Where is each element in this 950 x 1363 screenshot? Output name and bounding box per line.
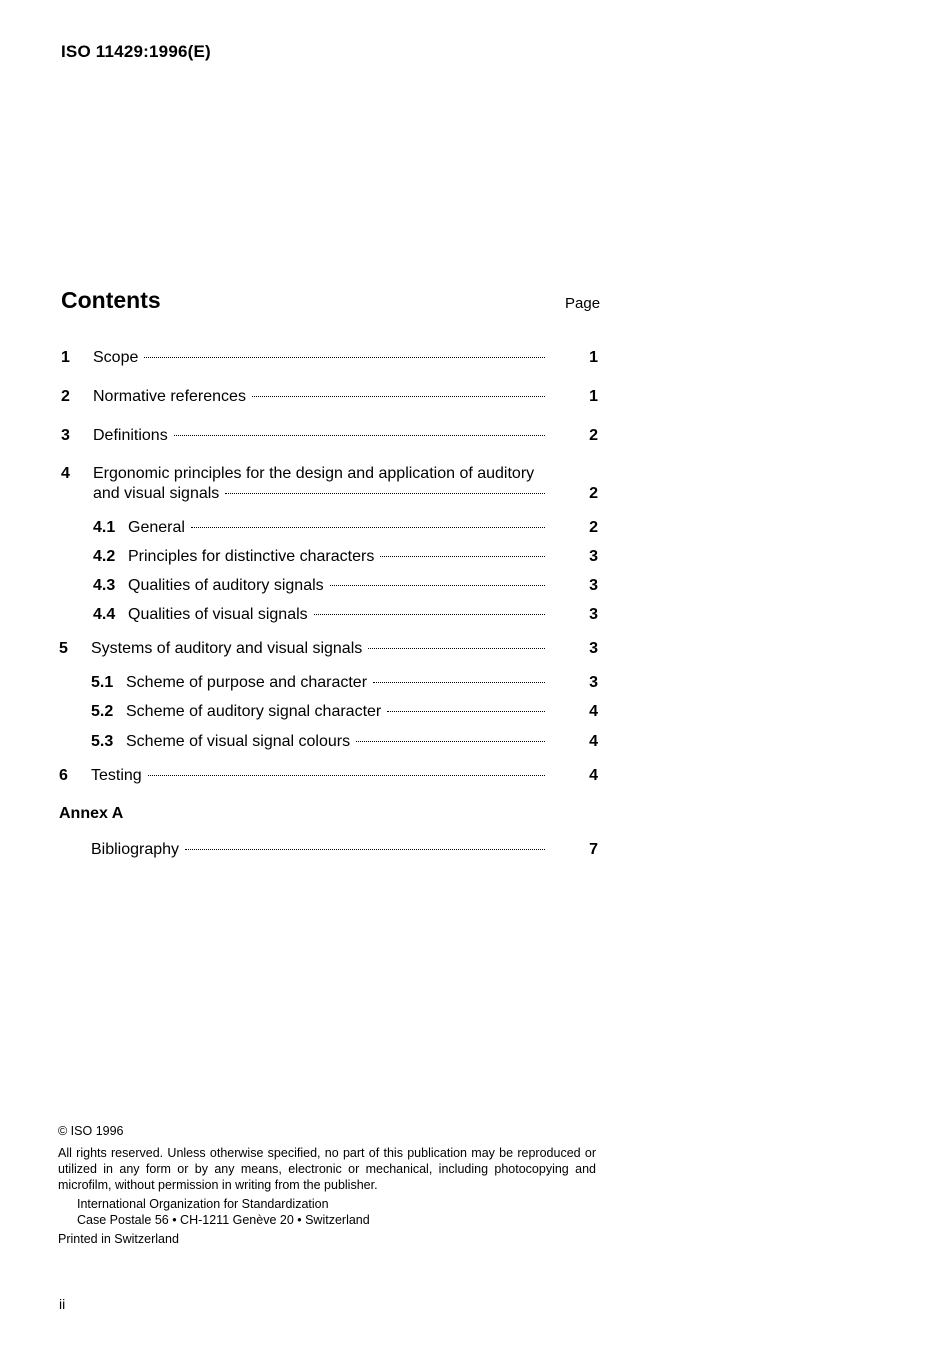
toc-entry-page: 2 xyxy=(589,485,598,502)
toc-entry-number: 1 xyxy=(61,349,70,366)
toc-entry-number: 4.3 xyxy=(93,577,116,594)
dot-leader xyxy=(330,585,545,586)
toc-entry-distinctive-characters[interactable] xyxy=(93,546,601,568)
toc-entry-number: 4 xyxy=(61,465,70,482)
toc-entry-text xyxy=(126,701,545,723)
toc-entry-page: 2 xyxy=(589,427,598,444)
toc-entry-number: 5.3 xyxy=(91,733,114,750)
toc-entry-page: 3 xyxy=(589,606,598,623)
toc-entry-visual-colours[interactable] xyxy=(91,731,601,753)
toc-entry-label: Principles for distinctive characters xyxy=(128,548,375,565)
toc-entry-number: 5.2 xyxy=(91,703,114,720)
toc-entry-number: 5.1 xyxy=(91,674,114,691)
contents-title: Contents xyxy=(61,287,161,313)
organization-block xyxy=(77,1196,370,1228)
toc-entry-page: 1 xyxy=(589,349,598,366)
toc-entry-label: Bibliography xyxy=(91,841,180,858)
toc-entry-text xyxy=(126,731,545,753)
printed-in: Printed in Switzerland xyxy=(58,1232,179,1246)
toc-entry-number: 4.1 xyxy=(93,519,116,536)
dot-leader xyxy=(387,711,545,712)
toc-entry-systems[interactable] xyxy=(59,638,601,660)
toc-entry-text xyxy=(93,483,545,505)
toc-entry-text xyxy=(91,638,545,660)
dot-leader xyxy=(174,435,545,436)
toc-entry-purpose-character[interactable] xyxy=(91,672,601,694)
toc-entry-label: Systems of auditory and visual signals xyxy=(91,640,363,657)
toc-entry-number: 3 xyxy=(61,427,70,444)
dot-leader xyxy=(252,396,545,397)
toc-entry-ergonomic-principles[interactable] xyxy=(61,463,601,507)
page-number: ii xyxy=(59,1296,66,1312)
toc-entry-label: Qualities of auditory signals xyxy=(128,577,324,594)
toc-entry-bibliography[interactable] xyxy=(91,839,601,861)
dot-leader xyxy=(368,648,545,649)
toc-entry-page: 3 xyxy=(589,548,598,565)
toc-entry-number: 2 xyxy=(61,388,70,405)
toc-entry-text xyxy=(93,386,545,408)
toc-entry-text xyxy=(126,672,545,694)
toc-entry-page: 4 xyxy=(589,767,598,784)
toc-entry-text xyxy=(91,839,545,861)
toc-entry-label: and visual signals xyxy=(93,485,220,502)
toc-entry-page: 7 xyxy=(589,841,598,858)
dot-leader xyxy=(380,556,545,557)
dot-leader xyxy=(144,357,545,358)
toc-entry-page: 4 xyxy=(589,733,598,750)
toc-entry-number: 6 xyxy=(59,767,68,784)
toc-entry-auditory-qualities[interactable] xyxy=(93,575,601,597)
toc-entry-text xyxy=(128,604,545,626)
toc-entry-page: 3 xyxy=(589,674,598,691)
toc-entry-general[interactable] xyxy=(93,517,601,539)
toc-entry-label: Testing xyxy=(91,767,142,784)
toc-entry-number: 4.2 xyxy=(93,548,116,565)
toc-entry-label: Normative references xyxy=(93,388,246,405)
toc-entry-page: 4 xyxy=(589,703,598,720)
toc-entry-label: Scheme of visual signal colours xyxy=(126,733,351,750)
toc-entry-text xyxy=(128,517,545,539)
document-id: ISO 11429:1996(E) xyxy=(61,42,211,61)
toc-entry-testing[interactable] xyxy=(59,765,601,787)
toc-entry-label: Scheme of purpose and character xyxy=(126,674,368,691)
toc-entry-label: Qualities of visual signals xyxy=(128,606,308,623)
toc-entry-label: General xyxy=(128,519,185,536)
toc-entry-auditory-character[interactable] xyxy=(91,701,601,723)
toc-entry-page: 2 xyxy=(589,519,598,536)
dot-leader xyxy=(191,527,545,528)
toc-entry-text xyxy=(128,575,545,597)
toc-entry-label: Definitions xyxy=(93,427,168,444)
toc-entry-text xyxy=(128,546,545,568)
dot-leader xyxy=(314,614,545,615)
toc-entry-label: Scope xyxy=(93,349,139,366)
page-column-label: Page xyxy=(565,295,601,312)
toc-entry-definitions[interactable] xyxy=(61,425,601,447)
copyright-line: © ISO 1996 xyxy=(58,1124,124,1138)
toc-entry-page: 3 xyxy=(589,577,598,594)
toc-entry-label-line1: Ergonomic principles for the design and application of auditory xyxy=(93,465,535,482)
toc-entry-number: 5 xyxy=(59,640,68,657)
organization-address: Case Postale 56 • CH-1211 Genève 20 • Switzerland xyxy=(77,1213,370,1227)
dot-leader xyxy=(148,775,545,776)
toc-entry-page: 3 xyxy=(589,640,598,657)
rights-statement: All rights reserved. Unless otherwise specified, no part of this publication may be reproduced or utilized in any form or by any means, electronic or mechanical, including photocopying and microfilm, without permission in writing from the publisher. xyxy=(58,1146,596,1192)
toc-entry-scope[interactable] xyxy=(61,347,601,369)
dot-leader xyxy=(356,741,545,742)
toc-entry-label: Scheme of auditory signal character xyxy=(126,703,382,720)
dot-leader xyxy=(373,682,545,683)
toc-entry-number: 4.4 xyxy=(93,606,116,623)
toc-entry-visual-qualities[interactable] xyxy=(93,604,601,626)
dot-leader xyxy=(225,493,545,494)
annex-title: Annex A xyxy=(59,805,124,822)
organization-name: International Organization for Standardization xyxy=(77,1197,329,1211)
dot-leader xyxy=(185,849,545,850)
toc-entry-page: 1 xyxy=(589,388,598,405)
toc-entry-text xyxy=(93,425,545,447)
toc-entry-text xyxy=(91,765,545,787)
toc-entry-text xyxy=(93,347,545,369)
toc-entry-normative-references[interactable] xyxy=(61,386,601,408)
